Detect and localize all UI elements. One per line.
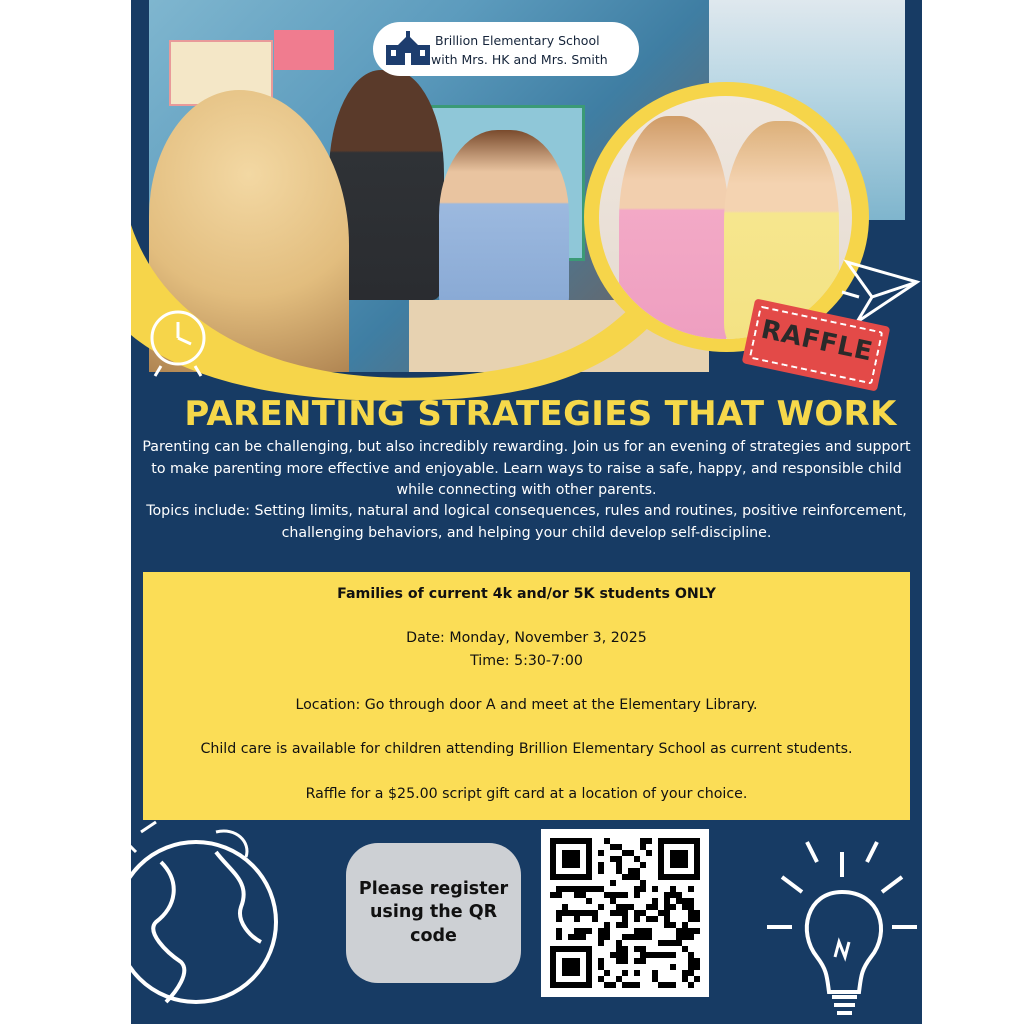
- intro-paragraph: Parenting can be challenging, but also incredibly rewarding. Join us for an evening of strategies and support to make parenting more effective and enjoyable. Learn ways to raise a safe, happy, and responsible child while connecting with other parents.: [142, 439, 911, 498]
- school-logo: [373, 22, 639, 76]
- lightbulb-doodle-icon: [757, 822, 922, 1024]
- event-details-box: [143, 572, 910, 820]
- flyer: [131, 0, 922, 1024]
- school-building-icon: [383, 31, 433, 67]
- qr-code-pattern: [541, 829, 709, 997]
- raffle-label: RAFFLE: [758, 314, 876, 368]
- children-photo-frame: [584, 82, 869, 352]
- topics-paragraph: Topics include: Setting limits, natural and logical consequences, rules and routines, positive reinforcement, challenging behaviors, and helping your child develop self-discipline.: [146, 503, 907, 541]
- qr-code[interactable]: [541, 829, 709, 997]
- child-figure: [619, 116, 729, 339]
- hosts: with Mrs. HK and Mrs. Smith: [431, 52, 608, 67]
- clock-doodle-icon: [143, 300, 213, 380]
- event-location: Location: Go through door A and meet at the Elementary Library.: [295, 697, 758, 713]
- register-label: Please register using the QR code: [358, 878, 509, 946]
- raffle-note: Raffle for a $25.00 script gift card at a location of your choice.: [305, 786, 748, 802]
- childcare-note: Child care is available for children attending Brillion Elementary School as current students.: [200, 741, 853, 757]
- audience-note: Families of current 4k and/or 5K students ONLY: [337, 586, 716, 602]
- wall-poster: [274, 30, 334, 70]
- event-date: Date: Monday, November 3, 2025: [406, 630, 647, 646]
- children-photo: [599, 96, 852, 339]
- school-name: Brillion Elementary School: [435, 33, 600, 48]
- event-time: Time: 5:30-7:00: [470, 653, 583, 669]
- register-button[interactable]: [346, 843, 521, 983]
- page-title: PARENTING STRATEGIES THAT WORK: [184, 394, 897, 434]
- globe-hands-doodle-icon: [131, 812, 291, 1024]
